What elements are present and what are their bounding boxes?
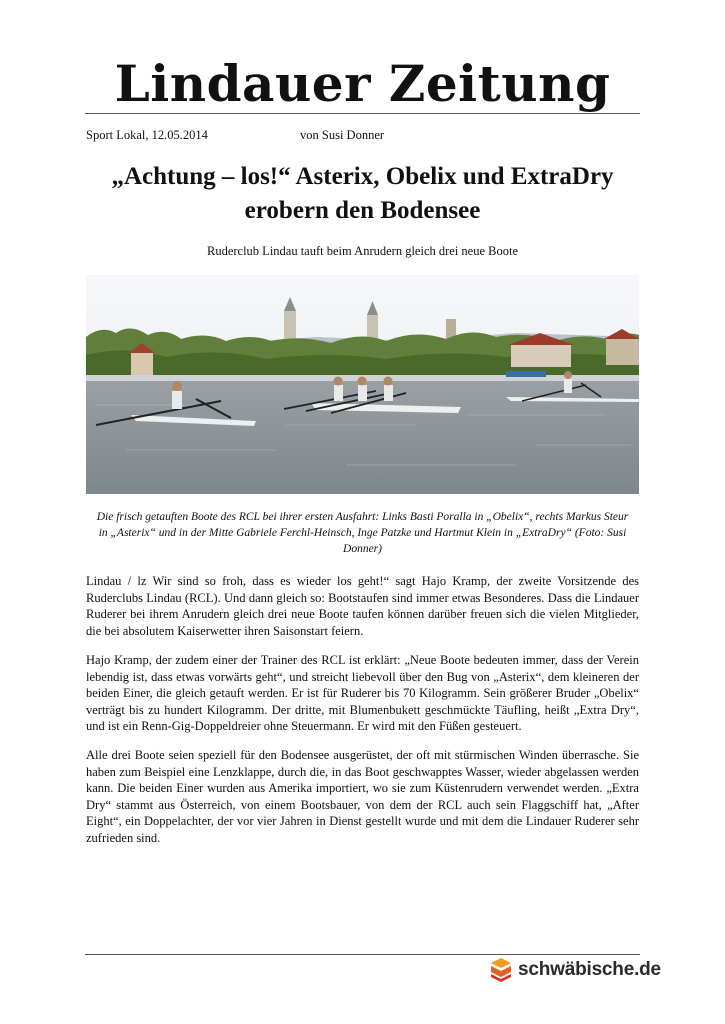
logo-text: schwäbische.de <box>518 959 661 980</box>
masthead-title: Lindauer Zeitung <box>114 54 611 113</box>
article-paragraph-3: Alle drei Boote seien speziell für den Bodensee ausgerüstet, der oft mit stürmischen Winden überrasche. Sie haben zum Beispiel eine Lenzklappe, durch die, in das Boot geschwapptes Wasser, wieder abgelassen werden kann. Die beiden Einer wurden aus Amerika importiert, wo sie zum Küstenrudern verwendet werden. „Extra Dry“ stammt aus Österreich, von einem Bootsbauer, von dem der RCL auch sein Flaggschiff hat, „After Eight“, ein Doppelachter, der vor vier Jahren in Dienst gestellt wurde und mit dem die Lindauer Ruderer sehr zufrieden sind. <box>86 748 639 845</box>
photo-caption: Die frisch getauften Boote des RCL bei ihrer ersten Ausfahrt: Links Basti Poralla in „Obelix“, rechts Markus Steur in „Asterix“ und in der Mitte Gabriele Ferchl-Heinsch, Inge Patzke und Hartmut Klein in „ExtraDry“ (Foto: Susi Donner) <box>96 511 629 555</box>
article-paragraph-1: Lindau / lz Wir sind so froh, dass es wieder los geht!“ sagt Hajo Kramp, der zweite Vorsitzende des Ruderclubs Lindau (RCL). Und dann gleich so: Bootstaufen sind immer etwas Besonderes. Dass die Lindauer Ruderer bei ihrem Anrudern gleich drei neue Boote taufen können darüber freuen sich die vielen Mitglieder, die bei absolutem Kaiserwetter ihren Saisonstart feiern. <box>86 574 639 638</box>
footer-logo <box>490 955 661 985</box>
article-headline: „Achtung – los!“ Asterix, Obelix und ExtraDry erobern den Bodensee <box>111 163 614 224</box>
section-date: Sport Lokal, 12.05.2014 <box>86 128 208 142</box>
header-rule <box>85 113 640 114</box>
article-subtitle: Ruderclub Lindau tauft beim Anrudern gleich drei neue Boote <box>206 244 519 258</box>
article-photo <box>86 275 639 494</box>
schwaebische-logo-icon <box>490 957 512 983</box>
article-paragraph-2: Hajo Kramp, der zudem einer der Trainer des RCL ist erklärt: „Neue Boote bedeuten immer, dass der Verein lebendig ist, dass etwas vorwärts geht“, und streicht liebevoll über den Bug von „Asterix“, dem kleineren der beiden Einer, die gleich getauft werden. Er ist für Ruderer bis 70 Kilogramm. Sein größerer Bruder „Obelix“ verträgt bis zu hundert Kilogramm. Der dritte, mit Blumenbukett geschmückte Täufling, heißt „Extra Dry“, und ist ein Renn-Gig-Doppeldreier ohne Steuermann. Er wird mit den Füßen gesteuert. <box>86 653 639 733</box>
author-byline: von Susi Donner <box>300 128 385 142</box>
